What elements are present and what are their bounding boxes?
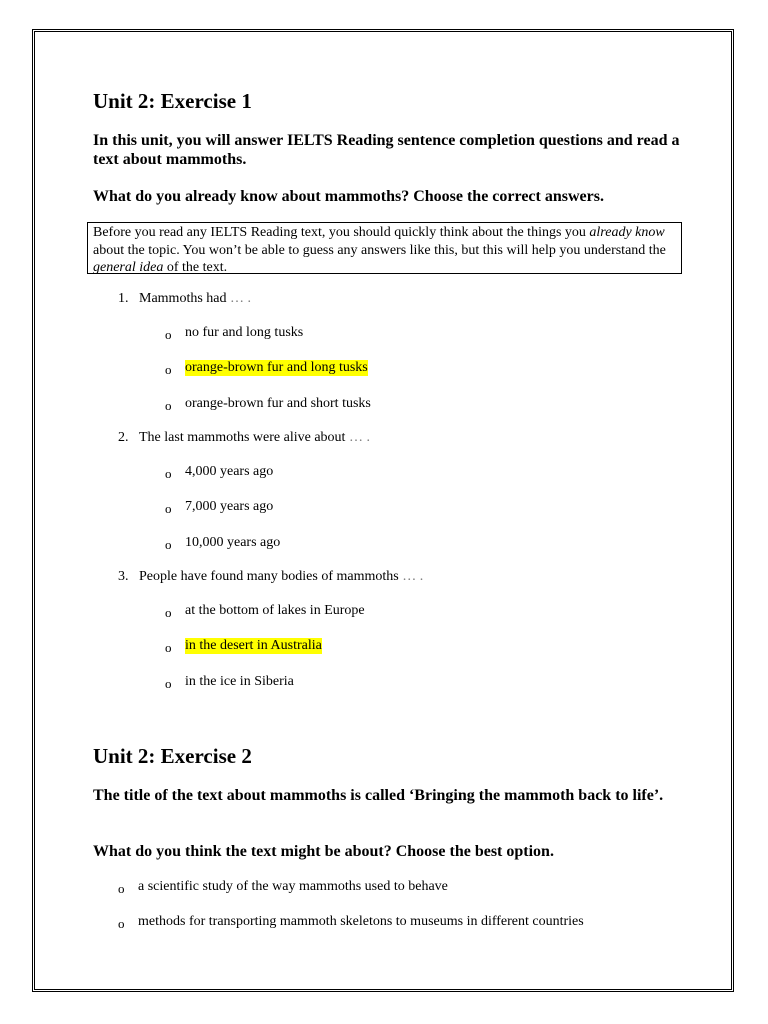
answer-option-highlighted[interactable]: in the desert in Australia xyxy=(185,638,322,653)
exercise-1-intro: In this unit, you will answer IELTS Reading sentence completion questions and read a text about mammoths. xyxy=(93,132,680,168)
answer-option[interactable]: methods for transporting mammoth skeletons to museums in different countries xyxy=(138,914,584,929)
radio-option-bullet[interactable]: o xyxy=(165,640,172,655)
question-dots: … . xyxy=(398,569,424,584)
tip-text: Before you read any IELTS Reading text, you should quickly think about the things you xyxy=(93,225,590,240)
question-number: 1. xyxy=(118,291,129,306)
radio-option-bullet[interactable]: o xyxy=(165,466,172,481)
exercise-1-instruction: What do you already know about mammoths? Choose the correct answers. xyxy=(93,188,604,205)
answer-option[interactable]: a scientific study of the way mammoths used to behave xyxy=(138,879,448,894)
radio-option-bullet[interactable]: o xyxy=(118,916,125,931)
answer-option[interactable]: orange-brown fur and short tusks xyxy=(185,396,371,411)
answer-option[interactable]: 10,000 years ago xyxy=(185,535,281,550)
radio-option-bullet[interactable]: o xyxy=(118,881,125,896)
radio-option-bullet[interactable]: o xyxy=(165,362,172,377)
exercise-2-instruction: What do you think the text might be about? Choose the best option. xyxy=(93,843,554,860)
tip-box xyxy=(87,222,682,274)
question-number: 3. xyxy=(118,569,129,584)
radio-option-bullet[interactable]: o xyxy=(165,501,172,516)
radio-option-bullet[interactable]: o xyxy=(165,327,172,342)
radio-option-bullet[interactable]: o xyxy=(165,676,172,691)
question-2 xyxy=(118,430,370,446)
tip-text: of the text. xyxy=(163,260,228,275)
answer-option-highlighted[interactable]: orange-brown fur and long tusks xyxy=(185,360,368,375)
question-dots: … . xyxy=(226,291,251,306)
exercise-1-heading: Unit 2: Exercise 1 xyxy=(93,89,252,113)
exercise-2-intro: The title of the text about mammoths is called ‘Bringing the mammoth back to life’. xyxy=(93,787,664,804)
question-stem: The last mammoths were alive about xyxy=(139,430,346,445)
radio-option-bullet[interactable]: o xyxy=(165,398,172,413)
answer-option[interactable]: 4,000 years ago xyxy=(185,464,274,479)
radio-option-bullet[interactable]: o xyxy=(165,537,172,552)
tip-emphasis-already-know: already know xyxy=(589,225,665,240)
tip-emphasis-general-idea: general idea xyxy=(93,260,164,275)
answer-option[interactable]: in the ice in Siberia xyxy=(185,674,294,689)
question-stem: People have found many bodies of mammoths xyxy=(139,569,399,584)
radio-option-bullet[interactable]: o xyxy=(165,605,172,620)
exercise-2-heading: Unit 2: Exercise 2 xyxy=(93,744,252,768)
question-number: 2. xyxy=(118,430,129,445)
answer-option[interactable]: at the bottom of lakes in Europe xyxy=(185,603,365,618)
question-dots: … . xyxy=(345,430,370,445)
tip-text: about the topic. You won’t be able to guess any answers like this, but this will help you understand the xyxy=(93,242,666,258)
answer-option[interactable]: no fur and long tusks xyxy=(185,325,304,340)
question-1 xyxy=(118,291,251,307)
answer-option[interactable]: 7,000 years ago xyxy=(185,499,274,514)
question-3 xyxy=(118,569,423,585)
question-stem: Mammoths had xyxy=(139,291,227,306)
